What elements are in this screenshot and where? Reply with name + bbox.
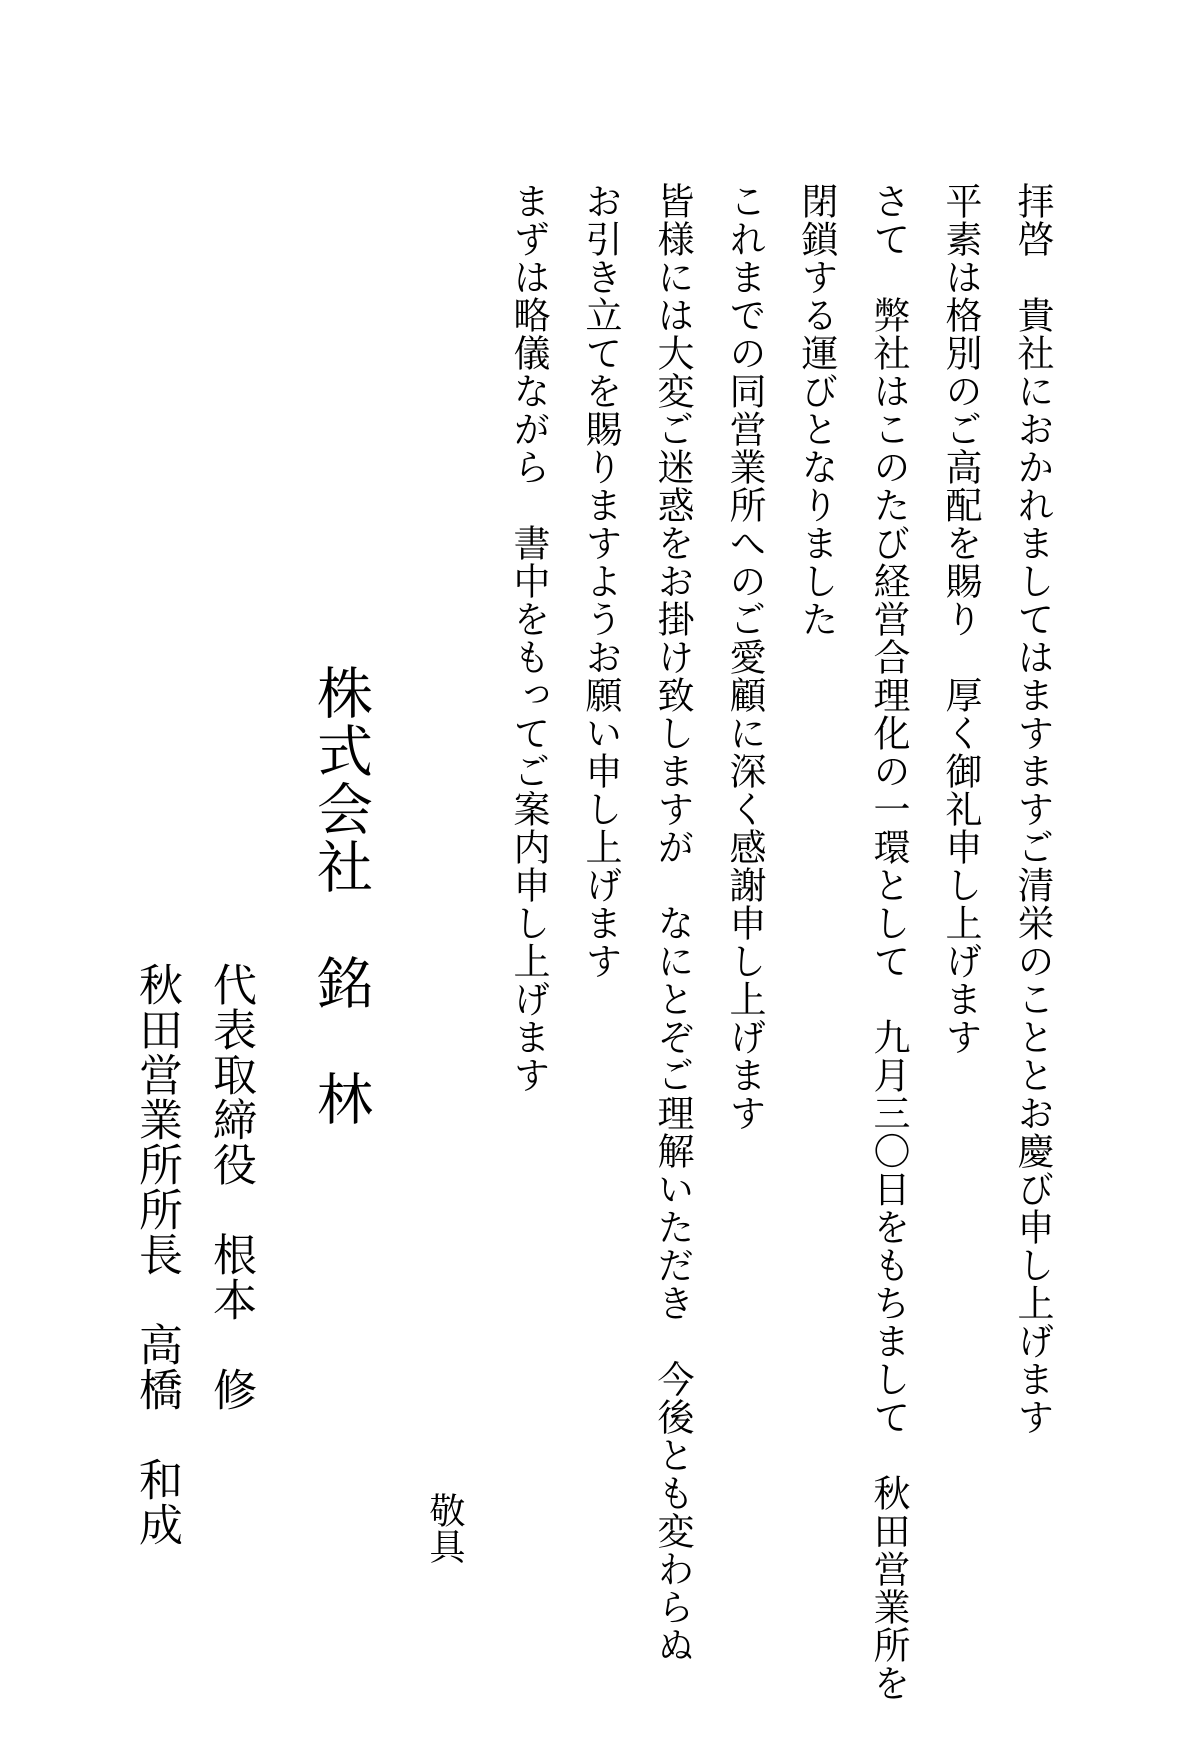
company-name: 株式会社 銘 林 [308,664,373,1128]
body-line-greeting: 拝啓 貴社におかれましてはますますご清栄のこととお慶び申し上げます [1011,182,1054,1436]
body-line-appreciation: これまでの同営業所へのご愛顧に深く感謝申し上げます [723,182,766,1132]
body-line-announcement: さて 弊社はこのたび経営合理化の一環として 九月三〇日をもちまして 秋田営業所を [867,182,910,1702]
closing-keigu: 敬具 [424,1492,465,1564]
signer-branch-manager: 秋田営業所所長 高橋 和成 [131,962,182,1547]
signer-representative: 代表取締役 根本 修 [205,962,256,1412]
body-line-apology: 皆様には大変ご迷惑をお掛け致しますが なにとぞご理解いただき 今後とも変わらぬ [651,182,694,1664]
body-line-closure: 閉鎖する運びとなりました [795,182,838,638]
body-line-thanks: 平素は格別のご高配を賜り 厚く御礼申し上げます [939,182,982,1056]
body-line-request: お引き立てを賜りますようお願い申し上げます [579,182,622,980]
body-line-conclusion: まずは略儀ながら 書中をもってご案内申し上げます [507,182,550,1094]
